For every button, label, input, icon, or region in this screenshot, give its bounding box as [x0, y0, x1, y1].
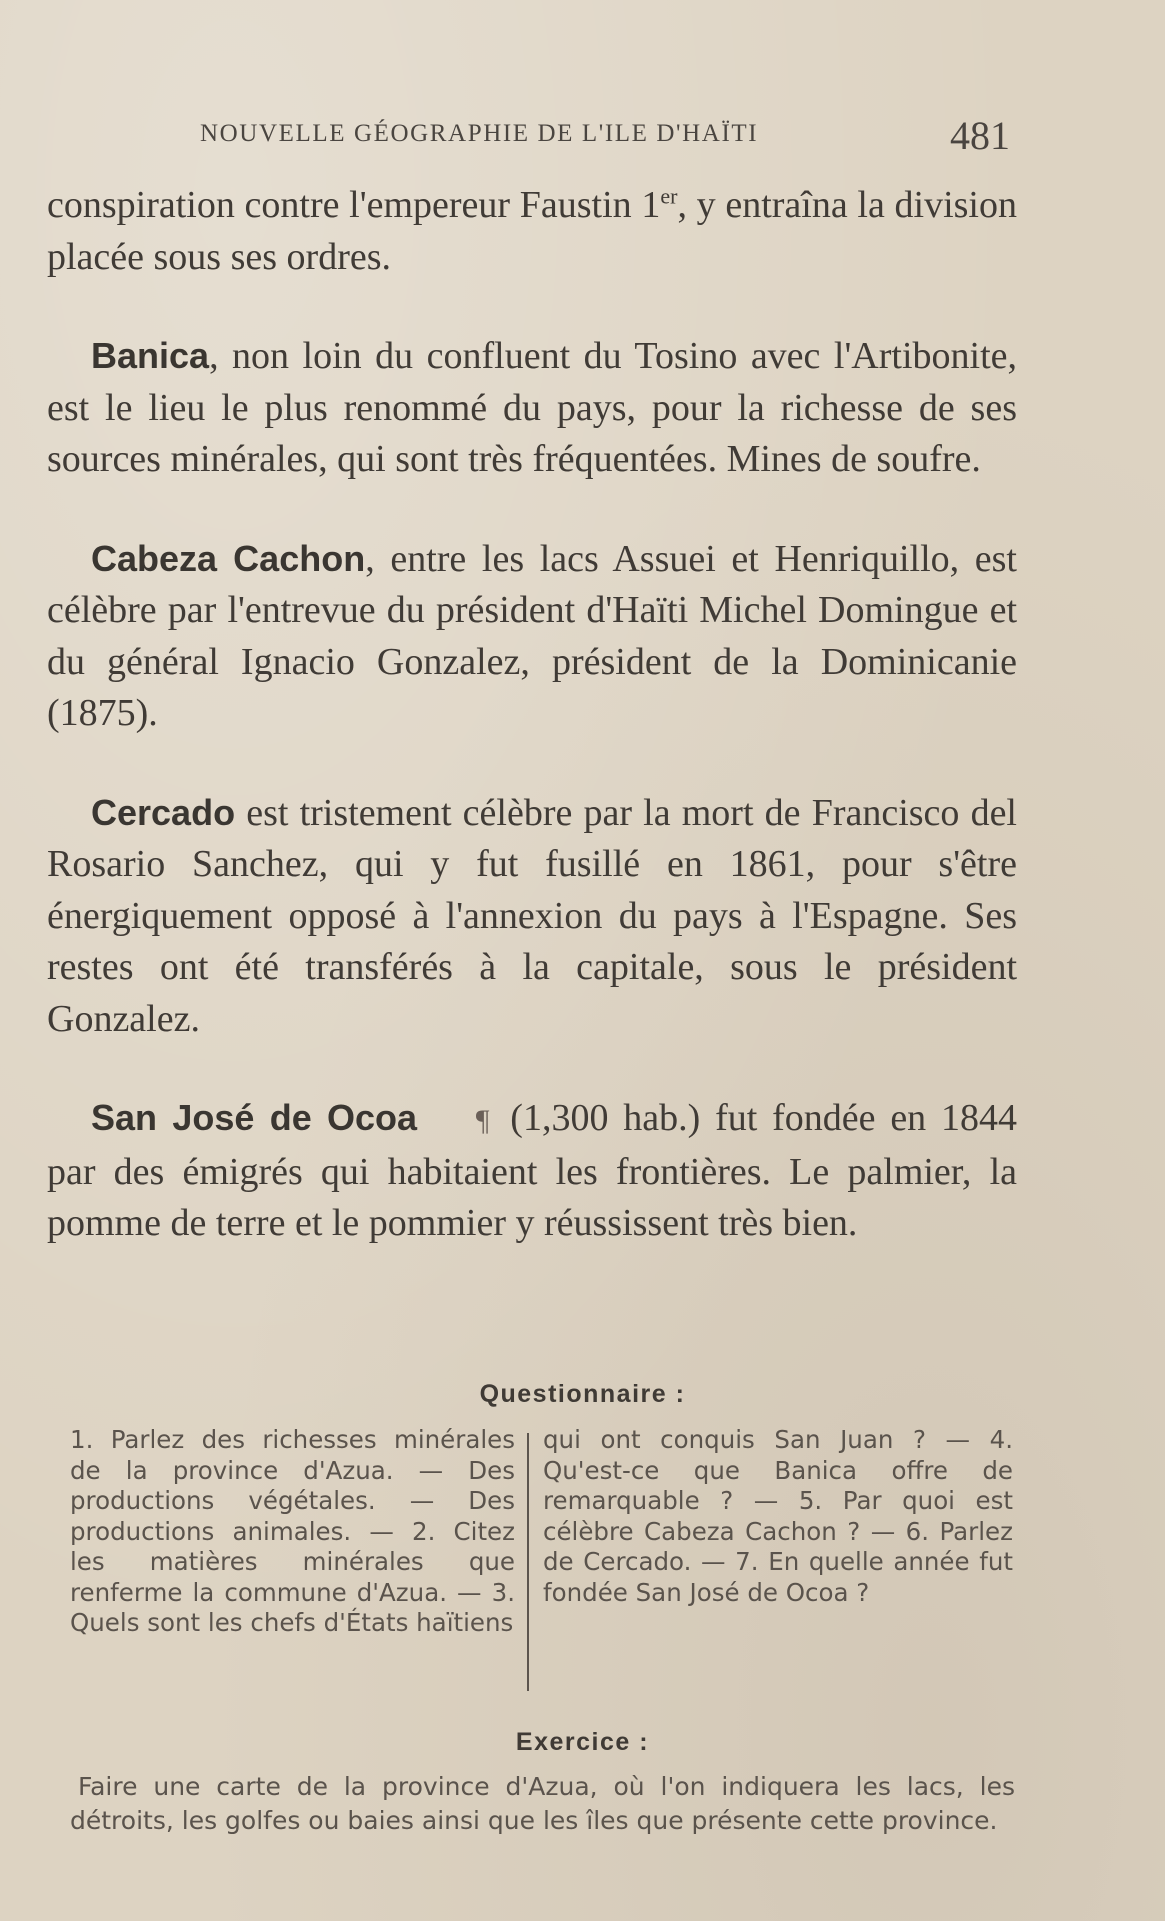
paragraph-cabeza-cachon	[47, 533, 1017, 740]
keyword-cercado: Cercado	[91, 791, 236, 833]
page-number: 481	[950, 113, 1010, 158]
exercise-title: Exercice :	[515, 1728, 650, 1756]
paragraph-banica-text: , non loin du confluent du Tosino avec l'Artibonite, est le lieu le plus renommé du pays, pour la richesse de ses sources minérales, qui sont très fréquentées. Mines de soufre.	[47, 335, 1017, 480]
paragraph-faustin	[47, 180, 1017, 283]
superscript-er: er	[660, 183, 678, 209]
running-head	[0, 112, 1165, 158]
keyword-san-jose-de-ocoa: San José de Ocoa	[91, 1097, 418, 1138]
paragraph-banica	[47, 330, 1017, 486]
paragraph-san-jose-de-ocoa-text: (1,300 hab.) fut fondée en 1844 par des émigrés qui habitaient les frontières. Le palmier, la pomme de terre et le pommier y réussissent très bien.	[47, 1097, 1017, 1244]
questionnaire-title: Questionnaire :	[479, 1380, 686, 1408]
paragraph-faustin-text-a: conspiration contre l'empereur Faustin 1	[47, 184, 661, 226]
questionnaire-right-column: qui ont conquis San Juan ? — 4. Qu'est-ce que Banica offre de remarquable ? — 5. Par quoi est célèbre Cabeza Cachon ? — 6. Parlez de Cercado. — 7. En quelle année fut fondée San José de Ocoa ?	[543, 1425, 1013, 1607]
column-divider	[527, 1433, 529, 1691]
keyword-banica: Banica	[91, 335, 210, 376]
exercise-text: Faire une carte de la province d'Azua, où l'on indiquera les lacs, les détroits, les golfes ou baies ainsi que les îles que présente cette province.	[70, 1772, 1015, 1835]
paragraph-faustin-text-b: , y entraîna la division placée sous ses ordres.	[47, 184, 1017, 278]
paragraph-cabeza-cachon-text: , entre les lacs Assuei et Henriquillo, est célèbre par l'entrevue du président d'Haïti Michel Domingue et du général Ignacio Gonzalez, président de la Dominicanie (1875).	[47, 537, 1017, 734]
questionnaire-columns	[70, 1425, 1015, 1687]
paragraph-cercado	[47, 787, 1017, 1046]
questionnaire-left-column: 1. Parlez des richesses minérales de la province d'Azua. — Des productions végétales. — Des productions animales. — 2. Citez les matières minérales que renferme la commune d'Azua. — 3. Quels sont les chefs d'États haïtiens	[70, 1425, 515, 1637]
keyword-cabeza-cachon: Cabeza Cachon	[91, 537, 366, 579]
paragraph-san-jose-de-ocoa	[47, 1092, 1017, 1250]
paragraph-cercado-text: est tristement célèbre par la mort de Francisco del Rosario Sanchez, qui y fut fusillé en 1861, pour s'être énergiquement opposé à l'annexion du pays à l'Espagne. Ses restes ont été transférés à la capitale, sous le président Gonzalez.	[47, 791, 1017, 1040]
pilcrow-icon: ¶	[475, 1104, 490, 1137]
main-text	[47, 180, 1017, 1297]
running-title: NOUVELLE GÉOGRAPHIE DE L'ILE D'HAÏTI	[200, 120, 759, 147]
